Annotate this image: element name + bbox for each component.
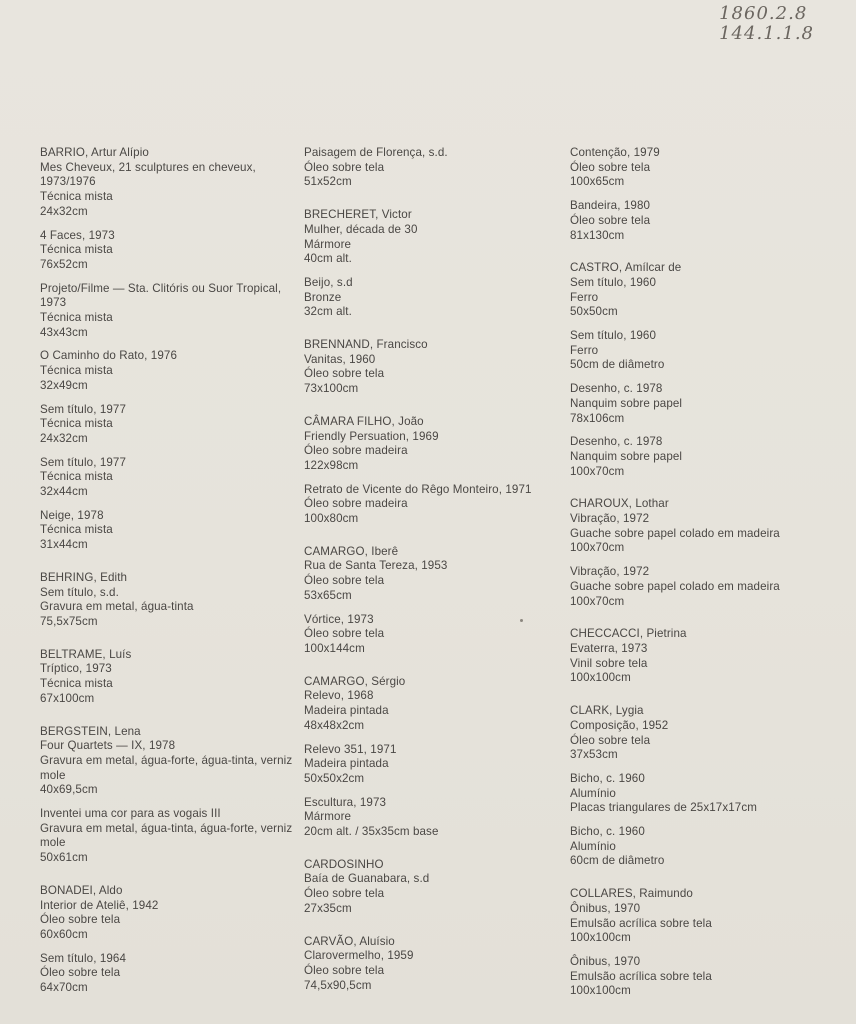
artwork-detail: 51x52cm [304, 175, 352, 189]
handwritten-annotation [719, 4, 814, 44]
artwork-entry [570, 642, 840, 686]
artwork-detail: 74,5x90,5cm [304, 978, 372, 992]
artwork-entry [570, 772, 840, 816]
artwork-entry [304, 146, 556, 190]
artwork-detail: 100x100cm [570, 671, 631, 685]
artwork-entry [570, 435, 840, 479]
artwork-entry [40, 952, 292, 996]
artist-group [570, 887, 840, 999]
artwork-detail: 100x70cm [570, 464, 625, 478]
artwork-detail: Óleo sobre tela [304, 574, 385, 588]
artist-name: COLLARES, Raimundo [570, 887, 693, 901]
artwork-title: Bicho, c. 1960 [570, 825, 645, 839]
artwork-title: Vibração, 1972 [570, 565, 650, 579]
artwork-detail: Gravura em metal, água-tinta, água-forte, verniz [40, 821, 293, 835]
artist-group [40, 146, 292, 553]
artwork-entry [40, 807, 292, 866]
artwork-entry [570, 276, 840, 320]
artist-name: BRENNAND, Francisco [304, 338, 428, 352]
artwork-entry [40, 739, 292, 798]
artwork-title: Four Quartets — IX, 1978 [40, 739, 176, 753]
artwork-detail: Óleo sobre tela [304, 887, 385, 901]
paper-speck [520, 619, 523, 622]
artist-group [570, 704, 840, 869]
artwork-detail: Técnica mista [40, 470, 113, 484]
artwork-detail: Mármore [304, 237, 352, 251]
artist-name: CASTRO, Amílcar de [570, 261, 682, 275]
artwork-detail: 53x65cm [304, 588, 352, 602]
artist-name: BELTRAME, Luís [40, 647, 132, 661]
artwork-detail: Gravura em metal, água-tinta [40, 600, 194, 614]
artwork-title: Ônibus, 1970 [570, 954, 641, 968]
artist-group [304, 415, 556, 527]
artwork-entry [40, 509, 292, 553]
artwork-title: Mes Cheveux, 21 sculptures en cheveux, [40, 160, 256, 174]
artwork-detail: Óleo sobre tela [304, 963, 385, 977]
artist-name: CAMARGO, Iberê [304, 544, 399, 558]
artwork-title: Projeto/Filme — Sta. Clitóris ou Suor Tropical, [40, 281, 282, 295]
artwork-entry [304, 689, 556, 733]
artwork-detail: Madeira pintada [304, 704, 389, 718]
artwork-title: Interior de Ateliê, 1942 [40, 898, 159, 912]
artwork-title: Composição, 1952 [570, 718, 669, 732]
artwork-detail: 50x50x2cm [304, 771, 365, 785]
artist-group [40, 725, 292, 866]
artwork-detail: 60cm de diâmetro [570, 854, 665, 868]
artwork-title: Beijo, s.d [304, 275, 353, 289]
artwork-entry [40, 403, 292, 447]
artwork-detail: Nanquim sobre papel [570, 449, 683, 463]
artwork-detail: 27x35cm [304, 901, 352, 915]
artwork-detail: Guache sobre papel colado em madeira [570, 526, 780, 540]
artist-name: CLARK, Lygia [570, 704, 644, 718]
artwork-title: Sem título, 1960 [570, 275, 657, 289]
artwork-detail: Emulsão acrílica sobre tela [570, 969, 712, 983]
artwork-detail: 32cm alt. [304, 305, 352, 319]
artwork-detail: Óleo sobre tela [304, 627, 385, 641]
artwork-title: Baía de Guanabara, s.d [304, 872, 430, 886]
artwork-entry [40, 456, 292, 500]
artwork-entry [304, 613, 556, 657]
artwork-entry [40, 349, 292, 393]
artwork-detail: 24x32cm [40, 431, 88, 445]
artwork-detail: Guache sobre papel colado em madeira [570, 579, 780, 593]
artwork-title: O Caminho do Rato, 1976 [40, 349, 177, 363]
artwork-detail: Óleo sobre tela [40, 913, 121, 927]
artwork-title: Retrato de Vicente do Rêgo Monteiro, 1971 [304, 482, 532, 496]
artwork-title: Escultura, 1973 [304, 795, 387, 809]
artist-group [570, 261, 840, 479]
artwork-title: Contenção, 1979 [570, 146, 660, 159]
artwork-entry [304, 949, 556, 993]
artwork-title: Desenho, c. 1978 [570, 382, 663, 396]
artwork-title: Sem título, 1977 [40, 455, 127, 469]
artwork-detail: Técnica mista [40, 523, 113, 537]
artwork-detail: 40x69,5cm [40, 783, 98, 797]
artwork-detail: 75,5x75cm [40, 614, 98, 628]
artwork-detail: 50x50cm [570, 305, 618, 319]
artwork-detail: 31x44cm [40, 538, 88, 552]
artwork-detail: Bronze [304, 290, 342, 304]
artwork-detail: Óleo sobre tela [304, 160, 385, 174]
artwork-detail: Gravura em metal, água-forte, água-tinta, verniz [40, 753, 293, 767]
artist-group [40, 648, 292, 707]
artwork-detail: Vinil sobre tela [570, 656, 648, 670]
artwork-title: Mulher, década de 30 [304, 222, 418, 236]
artwork-title: Friendly Persuation, 1969 [304, 429, 439, 443]
artwork-detail: 20cm alt. / 35x35cm base [304, 825, 439, 839]
artwork-detail: 1973 [40, 296, 67, 310]
artwork-entry [570, 825, 840, 869]
artist-group [570, 146, 840, 243]
artwork-entry [304, 559, 556, 603]
artwork-entry [570, 512, 840, 556]
artwork-title: Ônibus, 1970 [570, 901, 641, 915]
artist-group [304, 146, 556, 190]
artwork-detail: 32x44cm [40, 485, 88, 499]
artist-group [304, 208, 556, 320]
artwork-detail: Técnica mista [40, 243, 113, 257]
artwork-entry [570, 955, 840, 999]
artwork-entry [40, 282, 292, 341]
artist-name: CHAROUX, Lothar [570, 497, 669, 511]
artwork-entry [570, 719, 840, 763]
artwork-detail: 78x106cm [570, 411, 625, 425]
artwork-title: Vanitas, 1960 [304, 352, 376, 366]
artwork-detail: 50x61cm [40, 851, 88, 865]
artwork-entry [570, 329, 840, 373]
artwork-detail: 40cm alt. [304, 252, 352, 266]
artwork-detail: 48x48x2cm [304, 718, 365, 732]
artwork-entry [304, 796, 556, 840]
artwork-detail: Madeira pintada [304, 757, 389, 771]
artwork-detail: Óleo sobre tela [570, 733, 651, 747]
artwork-detail: Óleo sobre tela [570, 213, 651, 227]
annotation-line-2: 144.1.1.8 [719, 23, 814, 44]
artwork-detail: 122x98cm [304, 458, 359, 472]
artist-group [304, 858, 556, 917]
artwork-title: Tríptico, 1973 [40, 662, 112, 676]
artist-group [570, 497, 840, 609]
artist-group [304, 338, 556, 397]
artwork-detail: Placas triangulares de 25x17x17cm [570, 801, 757, 815]
artwork-title: Neige, 1978 [40, 508, 104, 522]
artwork-title: Rua de Santa Tereza, 1953 [304, 559, 448, 573]
artwork-detail: Técnica mista [40, 190, 113, 204]
artwork-detail: 24x32cm [40, 204, 88, 218]
artwork-title: Sem título, 1964 [40, 951, 127, 965]
artwork-detail: 37x53cm [570, 748, 618, 762]
artwork-detail: Óleo sobre tela [570, 160, 651, 174]
artwork-detail: 60x60cm [40, 927, 88, 941]
artist-name: CÂMARA FILHO, João [304, 414, 424, 428]
artist-group [304, 545, 556, 657]
artwork-entry [40, 161, 292, 220]
artwork-entry [40, 899, 292, 943]
artwork-detail: 81x130cm [570, 228, 625, 242]
artist-name: BARRIO, Artur Alípio [40, 146, 149, 159]
artwork-title: Inventei uma cor para as vogais III [40, 807, 221, 821]
artwork-detail: Alumínio [570, 839, 616, 853]
artwork-entry [304, 223, 556, 267]
artwork-detail: Óleo sobre tela [304, 367, 385, 381]
artist-name: CHECCACCI, Pietrina [570, 627, 687, 641]
artwork-detail: 1973/1976 [40, 175, 96, 189]
artwork-detail: 67x100cm [40, 691, 95, 705]
artwork-title: Evaterra, 1973 [570, 641, 648, 655]
artwork-detail: Técnica mista [40, 417, 113, 431]
artwork-detail: Ferro [570, 343, 599, 357]
artwork-title: Relevo 351, 1971 [304, 742, 397, 756]
artwork-entry [40, 229, 292, 273]
artwork-entry [304, 276, 556, 320]
artwork-detail: Óleo sobre madeira [304, 497, 408, 511]
artwork-detail: 100x144cm [304, 641, 365, 655]
artwork-entry [570, 902, 840, 946]
artwork-detail: 100x80cm [304, 512, 359, 526]
artwork-detail: Óleo sobre madeira [304, 444, 408, 458]
artist-group [570, 627, 840, 686]
artist-name: CARVÃO, Aluísio [304, 934, 395, 948]
artist-name: BEHRING, Edith [40, 570, 128, 584]
artwork-entry [570, 382, 840, 426]
artwork-detail: Nanquim sobre papel [570, 396, 683, 410]
artwork-detail: 76x52cm [40, 257, 88, 271]
artwork-title: Sem título, 1960 [570, 329, 657, 343]
column-1 [40, 146, 292, 996]
artwork-detail: mole [40, 836, 66, 850]
artwork-detail: 100x100cm [570, 931, 631, 945]
artwork-title: 4 Faces, 1973 [40, 228, 115, 242]
artwork-detail: Mármore [304, 810, 352, 824]
artist-name: BONADEI, Aldo [40, 883, 123, 897]
artwork-entry [304, 872, 556, 916]
artwork-title: Vibração, 1972 [570, 512, 650, 526]
annotation-line-1: 1860.2.8 [719, 3, 808, 24]
artwork-title: Vórtice, 1973 [304, 612, 374, 626]
artist-name: CAMARGO, Sérgio [304, 674, 406, 688]
artwork-title: Bandeira, 1980 [570, 199, 651, 213]
artwork-detail: 100x70cm [570, 594, 625, 608]
artwork-title: Desenho, c. 1978 [570, 435, 663, 449]
artist-name: CARDOSINHO [304, 857, 384, 871]
artwork-title: Clarovermelho, 1959 [304, 949, 414, 963]
artwork-title: Sem título, s.d. [40, 585, 119, 599]
artwork-title: Paisagem de Florença, s.d. [304, 146, 448, 159]
artwork-detail: Alumínio [570, 786, 616, 800]
artwork-entry [304, 743, 556, 787]
artwork-title: Relevo, 1968 [304, 689, 374, 703]
artwork-entry [40, 586, 292, 630]
artwork-detail: Técnica mista [40, 364, 113, 378]
artwork-detail: 100x65cm [570, 175, 625, 189]
artwork-detail: mole [40, 768, 66, 782]
artwork-entry [40, 662, 292, 706]
artist-group [40, 884, 292, 996]
column-3 [570, 146, 840, 999]
artwork-detail: 43x43cm [40, 325, 88, 339]
artwork-title: Sem título, 1977 [40, 402, 127, 416]
artwork-detail: Emulsão acrílica sobre tela [570, 916, 712, 930]
artist-name: BRECHERET, Victor [304, 208, 412, 222]
artwork-detail: 50cm de diâmetro [570, 358, 665, 372]
artwork-detail: 100x70cm [570, 541, 625, 555]
column-2 [304, 146, 556, 993]
artwork-entry [304, 353, 556, 397]
artwork-detail: 64x70cm [40, 981, 88, 995]
artist-group [304, 935, 556, 994]
artwork-detail: 32x49cm [40, 378, 88, 392]
artwork-entry [570, 565, 840, 609]
artwork-detail: 100x100cm [570, 984, 631, 998]
artwork-title: Bicho, c. 1960 [570, 771, 645, 785]
artwork-detail: Técnica mista [40, 311, 113, 325]
artwork-detail: Óleo sobre tela [40, 966, 121, 980]
artwork-detail: Técnica mista [40, 677, 113, 691]
artwork-detail: Ferro [570, 290, 599, 304]
artwork-entry [304, 483, 556, 527]
artwork-entry [570, 146, 840, 190]
artwork-entry [304, 430, 556, 474]
artwork-detail: 73x100cm [304, 382, 359, 396]
artist-group [40, 571, 292, 630]
artwork-entry [570, 199, 840, 243]
artist-group [304, 675, 556, 840]
artist-name: BERGSTEIN, Lena [40, 724, 141, 738]
